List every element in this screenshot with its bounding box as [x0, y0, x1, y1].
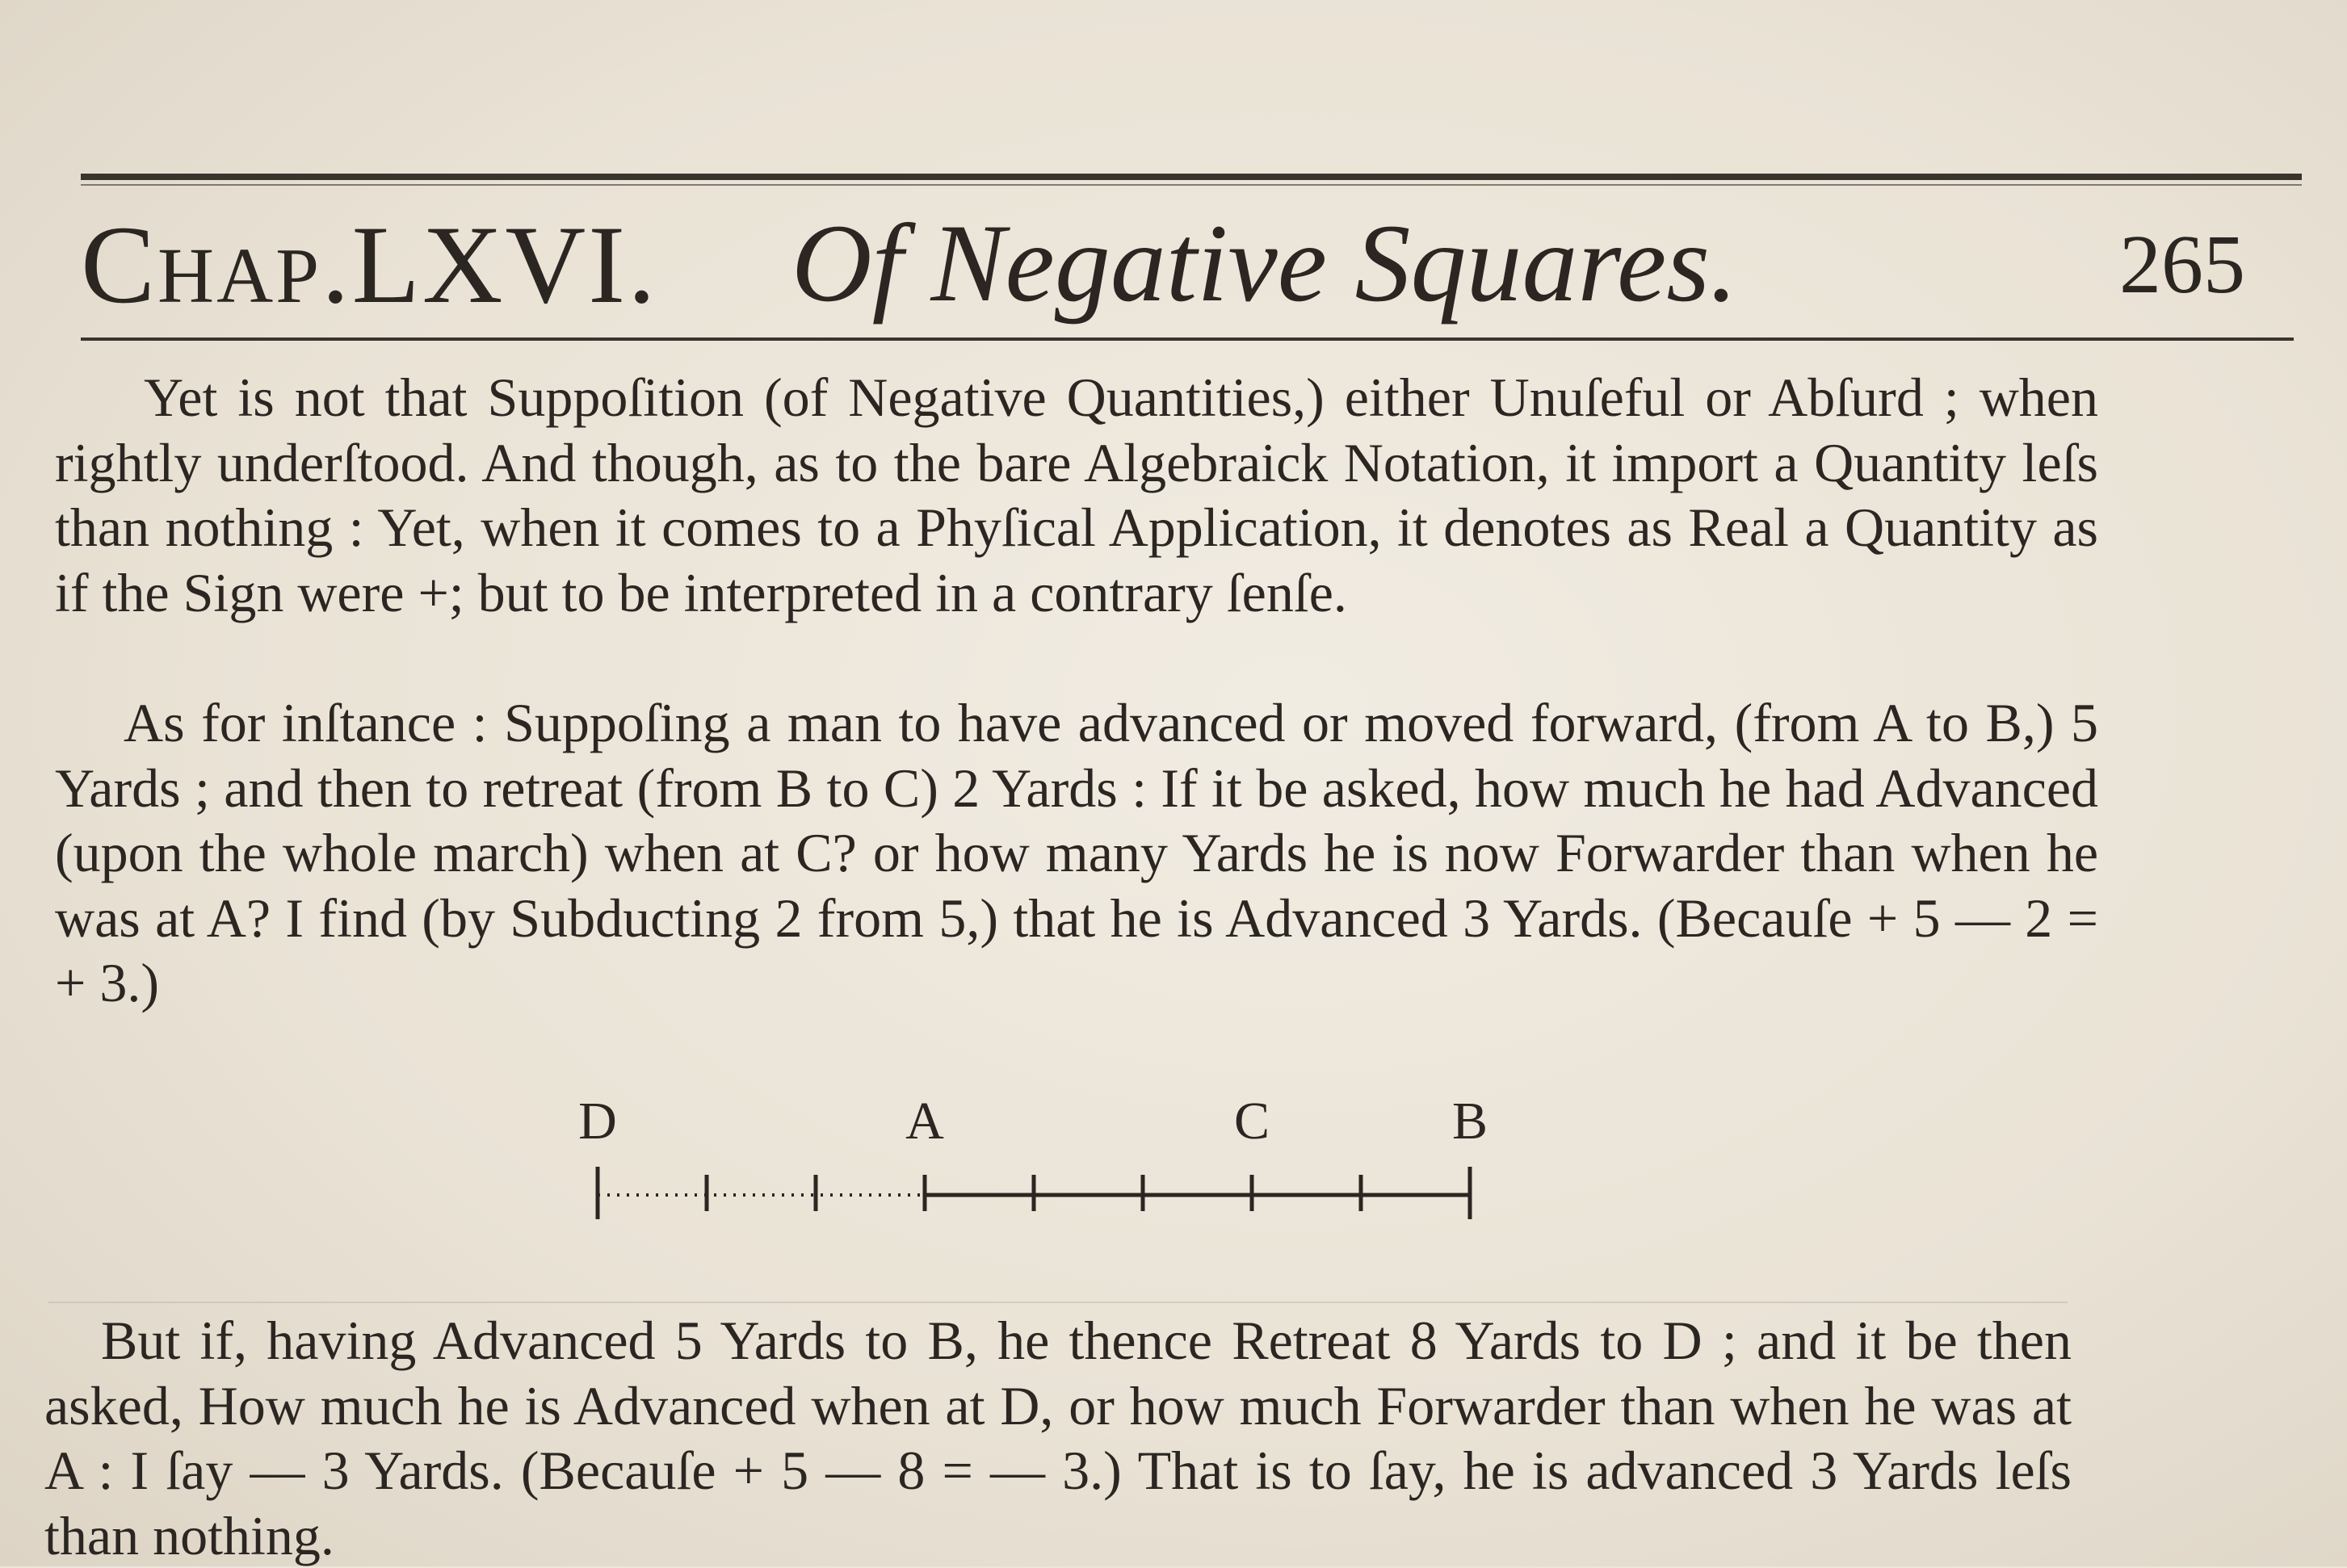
faint-bleed-rule [48, 1302, 2068, 1303]
page-number: 265 [2119, 218, 2245, 311]
running-head [81, 192, 2294, 329]
header-top-rule-thin [81, 184, 2302, 186]
number-line-diagram [565, 1082, 1518, 1235]
point-label-c: C [1233, 1092, 1270, 1151]
paragraph-2: As for inſtance : Suppoſing a man to have advanced or moved forward, (from A to B,) 5 Yards ; and then to retreat (from B to C) 2 Yards : If it be asked, how much he had Advanced (upon the whole march) when at C? or how many Yards he is now Forwarder than when he was at A? I find (by Subducting 2 from 5,) that he is Advanced 3 Yards. (Becauſe + 5 — 2 = + 3.) [55, 692, 2098, 1013]
point-label-b: B [1451, 1092, 1488, 1151]
chapter-title: Of Negative Squares. [791, 201, 1738, 325]
point-label-a: A [905, 1092, 944, 1151]
header-bottom-rule [81, 337, 2294, 341]
point-label-d: D [578, 1092, 617, 1151]
paragraph-3: But if, having Advanced 5 Yards to B, he thence Retreat 8 Yards to D ; and it be then asked, How much he is Advanced when at D, or how much Forwarder than when he was at A : I ſay — 3 Yards. (Becauſe + 5 — 8 = — 3.) That is to ſay, he is advanced 3 Yards leſs than nothing. [44, 1310, 2072, 1566]
paragraph-1: Yet is not that Suppoſition (of Negative Quantities,) either Unuſeful or Abſurd ; when rightly underſtood. And though, as to the bare Algebraick Notation, it import a Quantity leſs than nothing : Yet, when it comes to a Phyſical Application, it denotes as Real a Quantity as if the Sign were +; but to be interpreted in a contrary ſenſe. [55, 367, 2098, 623]
chapter-label: Chap.LXVI. [81, 203, 658, 326]
header-top-rule [81, 174, 2302, 180]
